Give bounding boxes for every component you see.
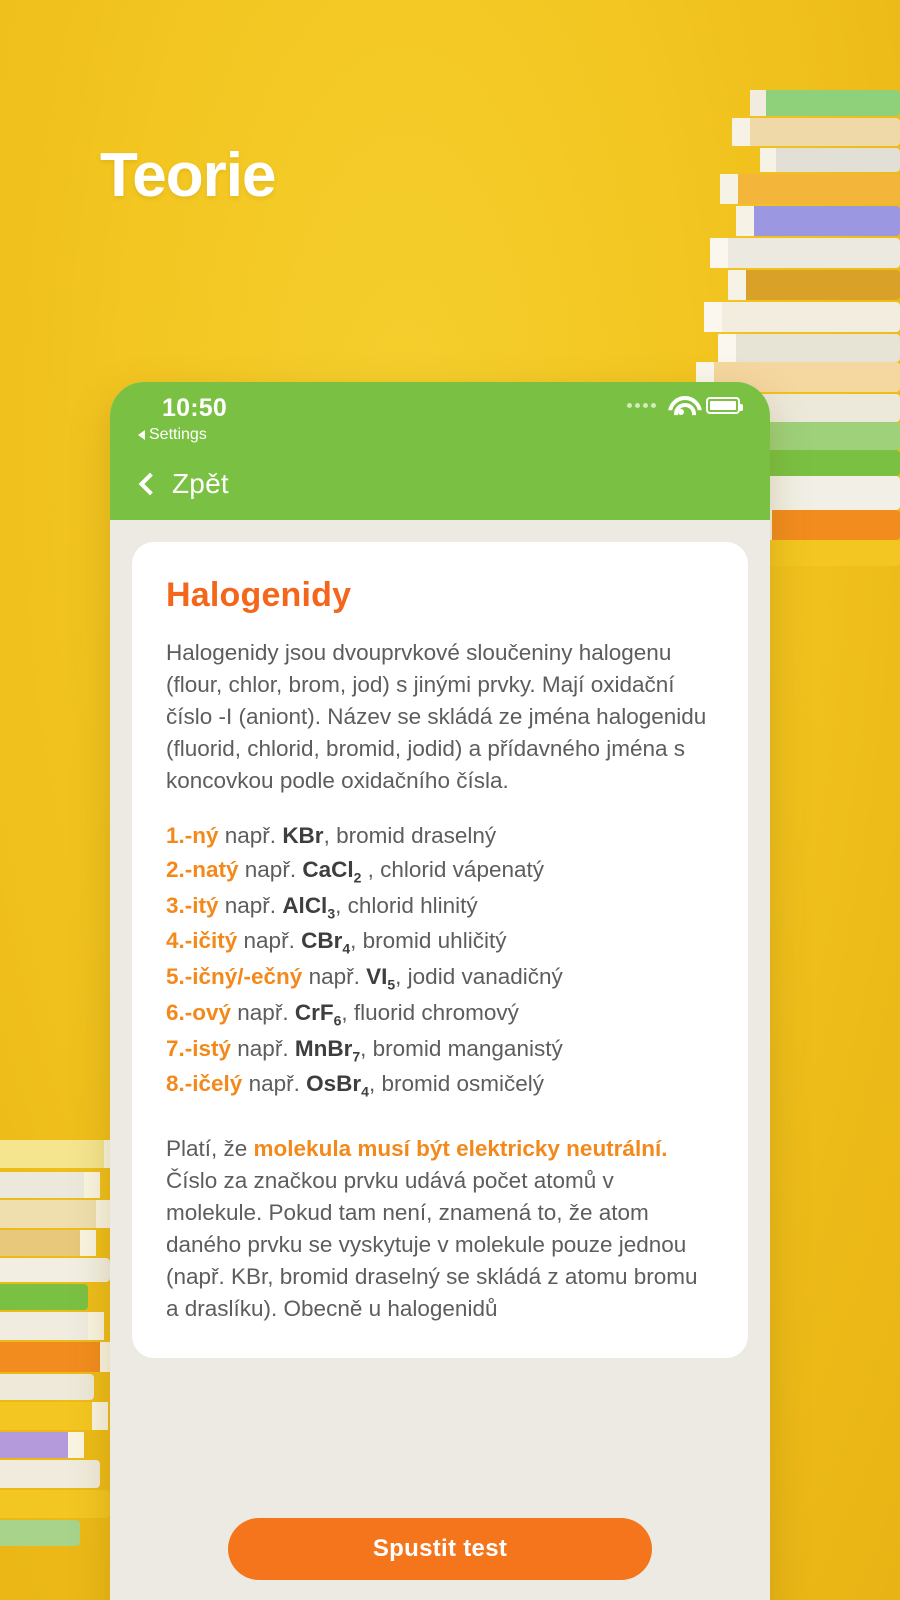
theory-intro: Halogenidy jsou dvouprvkové sloučeniny halogenu (flour, chlor, brom, jod) s jinými prvky. Mají oxidační číslo -I (aniont). Název se skládá ze jména halogenidu (fluorid, chlorid, bromid, jodid) a přídavného jména s koncovkou podle oxidačního čísla.	[166, 640, 707, 793]
status-time: 10:50	[162, 394, 227, 422]
rule-item: 8.-ičelý např. OsBr$_4$, bromid osmičelý	[166, 1071, 544, 1100]
rule-suffix: 8.-ičelý	[166, 1071, 243, 1097]
status-back-to-settings[interactable]	[138, 426, 207, 444]
battery-icon	[706, 397, 740, 414]
page-title: Teorie	[100, 141, 276, 210]
status-back-label: Settings	[149, 426, 207, 443]
rule-item: 3.-itý např. AlCl$_3$, chlorid hlinitý	[166, 892, 478, 922]
signal-dots-icon	[627, 403, 656, 408]
rule-item: 5.-ičný/-ečný např. $VI_5$, jodid vanadičný	[166, 964, 563, 993]
chevron-left-icon[interactable]	[139, 473, 162, 496]
back-button-label[interactable]: Zpět	[172, 468, 229, 499]
footer-bar	[110, 1478, 770, 1600]
start-test-button[interactable]: Spustit test	[228, 1518, 652, 1580]
rule-item: 7.-istý např. MnBr$_7$, bromid manganistý	[166, 1035, 563, 1065]
rule-formula: $VI_5$	[366, 964, 396, 993]
rule-formula: MnBr$_7$	[294, 1035, 361, 1065]
rule-formula: CrF$_6$	[294, 999, 342, 1029]
outro-highlight: molekula musí být elektricky neutrální.	[253, 1136, 668, 1162]
theory-outro: Platí, že molekula musí být elektricky neutrální. Číslo za značkou prvku udává počet atomů v molekule. Pokud tam není, znamená to, že atom daného prvku se vyskytuje v molekule pouze jednou (např. KBr, bromid draselný se skládá z atomu bromu a draslíku). Obecně u halogenidů	[166, 1136, 698, 1321]
rule-suffix: 7.-istý	[166, 1035, 232, 1061]
rule-suffix: 4.-ičitý	[166, 928, 238, 954]
rule-suffix: 2.-natý	[166, 856, 239, 882]
triangle-left-icon	[138, 430, 145, 440]
theory-title: Halogenidy	[166, 576, 352, 614]
theory-card	[132, 542, 748, 1358]
status-indicators	[627, 396, 740, 415]
rule-formula: CaCl$_2$	[302, 856, 362, 886]
rule-formula: CBr$_4$	[301, 928, 351, 957]
wifi-icon	[668, 396, 694, 415]
rule-suffix: 6.-ový	[166, 999, 232, 1025]
rule-item: 1.-ný např. KBr, bromid draselný	[166, 822, 497, 848]
rule-item: 2.-natý např. CaCl$_2$ , chlorid vápenatý	[166, 856, 544, 886]
rule-suffix: 5.-ičný/-ečný	[166, 964, 303, 990]
rule-item: 6.-ový např. CrF$_6$, fluorid chromový	[166, 999, 519, 1029]
rules-list	[166, 819, 714, 1104]
content-area	[110, 520, 770, 1600]
rule-formula: AlCl$_3$	[282, 892, 336, 922]
rule-suffix: 1.-ný	[166, 822, 219, 848]
nav-bar	[110, 448, 770, 520]
status-bar	[110, 382, 770, 448]
rule-item: 4.-ičitý např. CBr$_4$, bromid uhličitý	[166, 928, 507, 957]
rule-formula: OsBr$_4$	[306, 1071, 369, 1100]
phone-screen	[110, 382, 770, 1600]
rule-formula: KBr	[282, 822, 324, 848]
rule-suffix: 3.-itý	[166, 892, 219, 918]
